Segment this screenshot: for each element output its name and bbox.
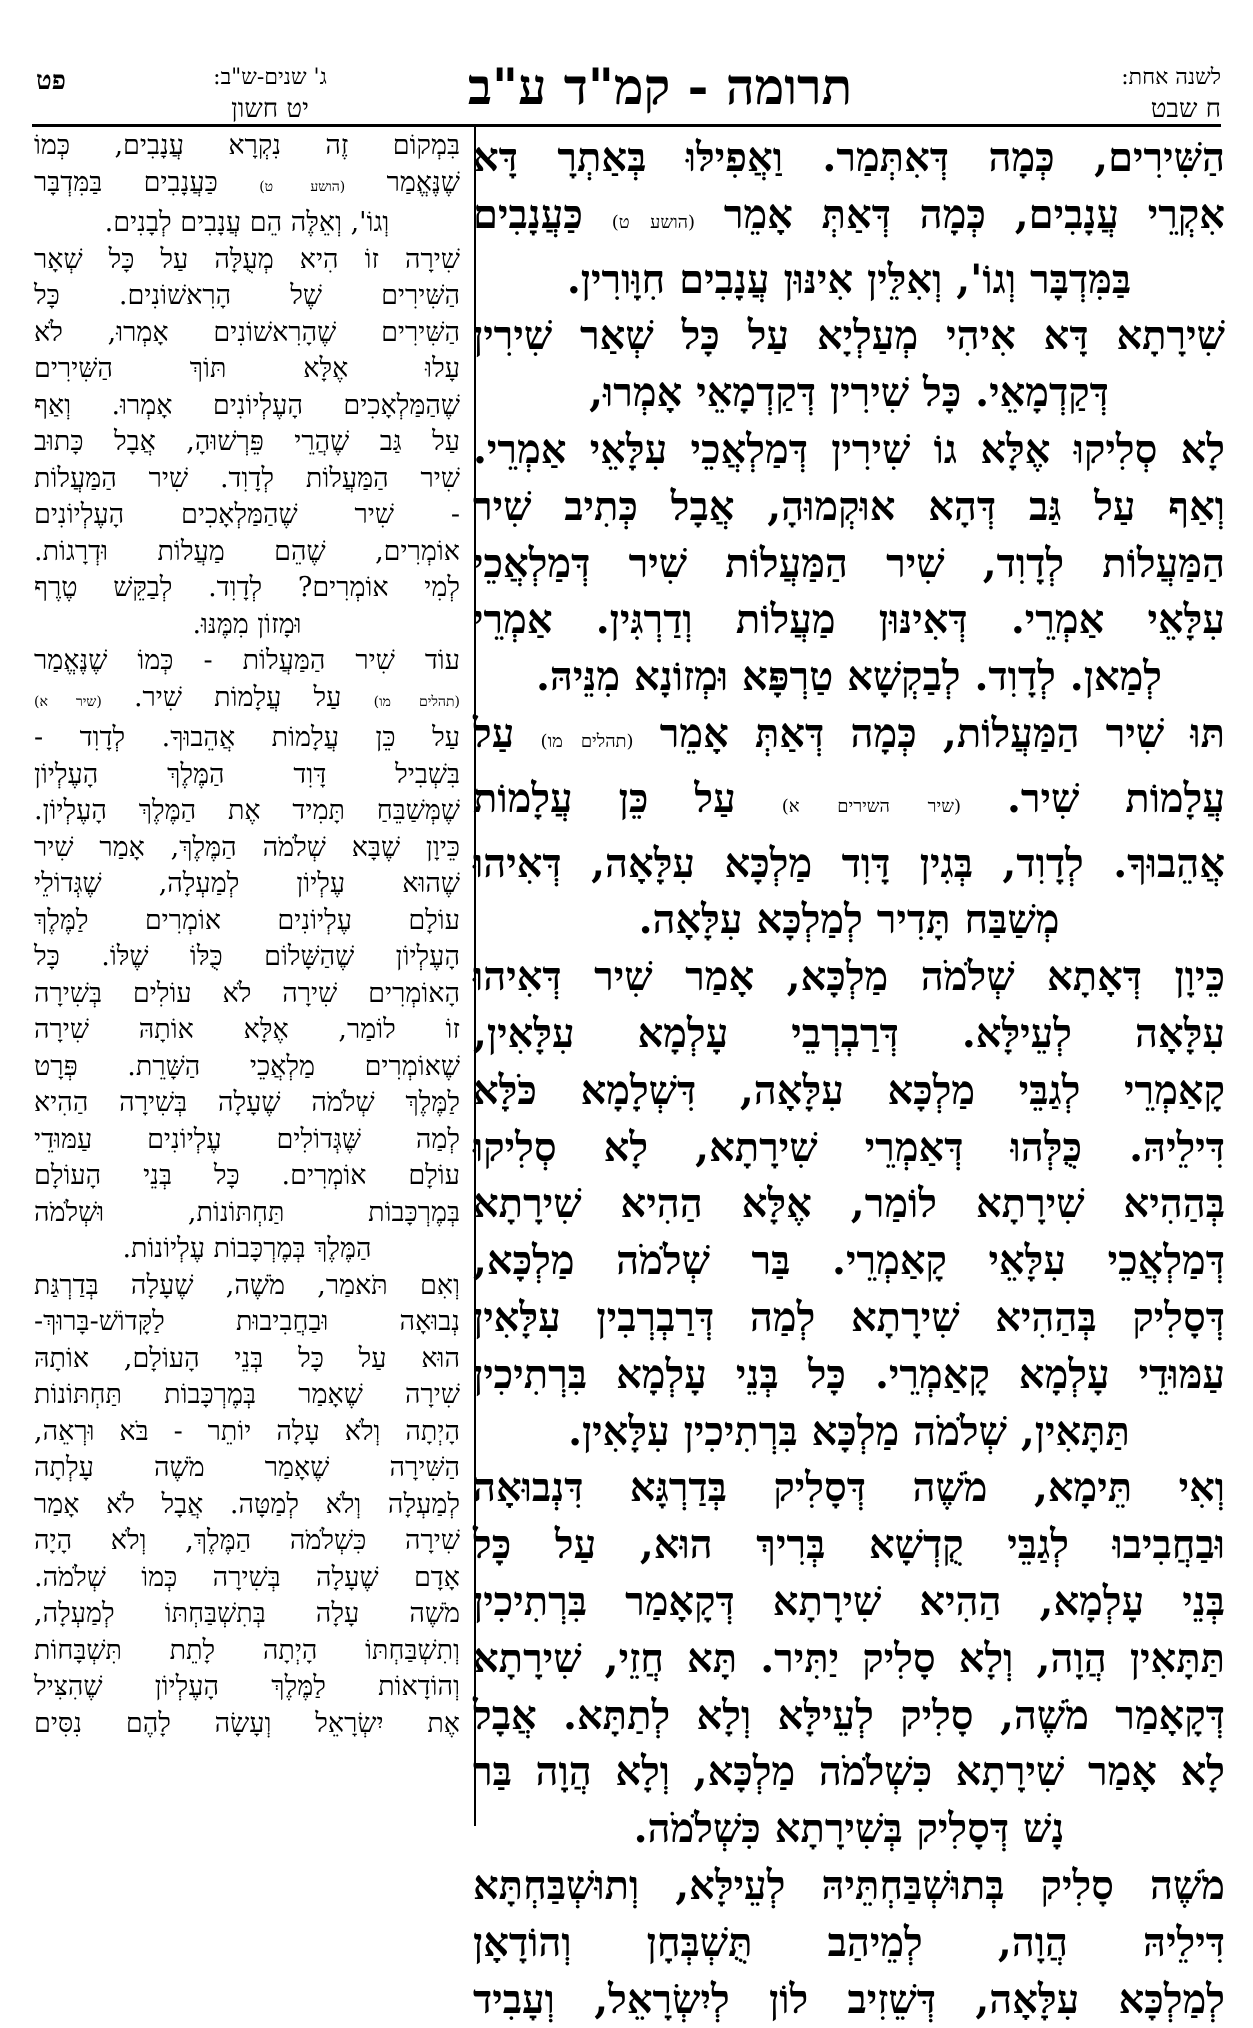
side-line: עוֹד שִׁיר הַמַּעֲלוֹת - כְּמוֹ שֶׁנֶּאֱמַר [34,643,460,680]
side-line: עוֹלָם עֶלְיוֹנִים אוֹמְרִים לַמֶּלֶךְ [34,903,460,940]
side-line-text: שֶׁנֶּאֱמַר [387,167,460,198]
page-number: פט [36,66,136,96]
side-line: שֶׁהַמַּלְאָכִים הָעֶלְיוֹנִים אָמְרוּ. וְאַף [34,388,460,425]
header-right-label [1001,64,1221,126]
source-reference: (שיר א) [34,694,102,710]
main-line [473,365,1225,422]
side-line: שֶׁאוֹמְרִים מַלְאֲכֵי הַשָּׁרֵת. פְּרָט [34,1049,460,1086]
main-line: מֹשֶׁה סָלִיק בְּתוּשְׁבַּחְתֵּיהּ לְעֵילָּא, וְתוּשְׁבַּחְתָּא [473,1858,1225,1915]
side-line: הַמֶּלֶךְ בְּמֶרְכָּבוֹת עֶלְיוֹנוֹת. [34,1231,460,1268]
main-line-text: עַל כֵּן עֲלָמוֹת [473,775,736,822]
source-reference: (תהלים מו) [541,731,634,752]
main-line: עִלָּאָה לְעֵילָּא. דְּרַבְרְבֵי עָלְמָא עִלָּאִין, [473,1006,1225,1063]
side-line: לְמַעְלָה וְלֹא לְמַטָּה. אֲבָל לֹא אָמַר [34,1487,460,1524]
source-reference: (תהלים מו) [374,694,460,710]
side-line: עוֹלָם אוֹמְרִים. כָּל בְּנֵי הָעוֹלָם [34,1158,460,1195]
main-line: וְאַף עַל גַּב דְּהָא אוּקְמוּהָ, אֲבָל כְּתִיב שִׁיר [473,479,1225,536]
main-line: עַמּוּדֵי עָלְמָא קָאַמְרֵי. כָּל בְּנֵי עָלְמָא בִּרְתִיכִין [473,1347,1225,1404]
side-line-text: עַל עֲלָמוֹת שִׁיר. [134,682,342,713]
main-line-text: עַל [473,710,514,757]
main-line-text: נָשׁ דְּסָלִיק בְּשִׁירָתָא כִּשְׁלֹמֹה. [473,1801,1225,1858]
side-line: שִׁירָה שֶׁאָמַר בְּמֶרְכָּבוֹת תַּחְתּוֹנוֹת [34,1377,460,1414]
source-reference: (שיר השירים א) [782,796,961,817]
main-line [473,706,1225,771]
main-line: לָא אָמַר שִׁירָתָא כִּשְׁלֹמֹה מַלְכָּא, וְלָא הֲוָה בַּר [473,1744,1225,1801]
main-line: כֵּיוָן דְּאָתָא שְׁלֹמֹה מַלְכָּא, אָמַר שִׁיר דְּאִיהוּ [473,949,1225,1006]
side-line: אָדָם שֶׁעָלָה בְּשִׁירָה כְּמוֹ שְׁלֹמֹה. [34,1560,460,1597]
side-line: לְמַה שֶּׁגְּדוֹלִים עֶלְיוֹנִים עַמּוּדֵי [34,1122,460,1159]
main-line: דְּקָאָמַר מֹשֶׁה, סָלִיק לְעֵילָּא וְלָא לְתַתָּא. אֲבָל [473,1688,1225,1745]
main-line: הַמַּעֲלוֹת לְדָוִד, שִׁיר הַמַּעֲלוֹת שִׁיר דְּמַלְאֲכֵי [473,536,1225,593]
main-line [473,771,1225,836]
main-line: דִּילֵיהּ הֲוָה, לְמֵיהַב תֻּשְׁבְּחָן וְהוֹדָאָן [473,1915,1225,1972]
main-line: הַשִּׁירִים, כְּמָה דְּאִתְּמַר. וַאֲפִילּוּ בְּאַתְרָ דָּא [473,130,1225,187]
main-line: שִׁירָתָא דָּא אִיהִי מְעַלְיָא עַל כָּל שְׁאַר שִׁירִין [473,308,1225,365]
side-line: וְאִם תֹּאמַר, מֹשֶׁה, שֶׁעָלָה בְּדַרְגַּת [34,1268,460,1305]
side-line-text: כַּעֲנָבִים בַּמִּדְבָּר [34,167,218,198]
side-line: נְבוּאָה וּבַחֲבִיבוּת לַקָּדוֹשׁ-בָּרוּךְ- [34,1304,460,1341]
side-line: הַשִּׁירָה שֶׁאָמַר מֹשֶׁה עָלְתָה [34,1450,460,1487]
main-line-text: תַּתָּאִין, שְׁלֹמֹה מַלְכָּא בִּרְתִיכִין עִלָּאִין. [473,1404,1225,1461]
side-line: אֶת יִשְׂרָאֵל וְעָשָׂה לָהֶם נִסִּים [34,1706,460,1743]
main-text-column [473,130,1225,2028]
main-line [473,187,1225,252]
side-line [34,680,460,721]
side-line [34,165,460,206]
header-right-top: לשנה אחת: [1001,64,1221,92]
side-line: אוֹמְרִים, שֶׁהֵם מַעֲלוֹת וּדְרָגוֹת. [34,534,460,571]
main-line: אֲהֵבוּךָ. לְדָוִד, בְּגִין דָּוִד מַלְכָּא עִלָּאָה, דְּאִיהוּ [473,836,1225,893]
side-line: זוֹ לוֹמַר, אֶלָּא אוֹתָהּ שִׁירָה [34,1012,460,1049]
main-line-text: בַּמִּדְבָּר וְגוֹ', וְאִלֵּין אִינּוּן עֲנָבִים חִוָּורִין. [473,252,1225,309]
main-line: דְּמַלְאֲכֵי עִלָּאֵי קָאַמְרֵי. בַּר שְׁלֹמֹה מַלְכָּא, [473,1233,1225,1290]
side-line: לְמִי אוֹמְרִים? לְדָוִד. לְבַקֵּשׁ טֶרֶף [34,570,460,607]
side-line: וְהוֹדָאוֹת לַמֶּלֶךְ הָעֶלְיוֹן שֶׁהִצִּיל [34,1669,460,1706]
side-line: עַל גַּב שֶׁהֲרֵי פֵּרְשׁוּהָ, אֲבָל כָּתוּב [34,424,460,461]
main-line: עִלָּאֵי אַמְרֵי. דְּאִינּוּן מַעֲלוֹת וְדַרְגִּין. אַמְרֵי [473,592,1225,649]
main-line: קָאַמְרֵי לְגַבֵּי מַלְכָּא עִלָּאָה, דִּשְׁלָמָא כֹּלָּא [473,1063,1225,1120]
main-line-text: דְּקַדְמָאֵי. כָּל שִׁירִין דְּקַדְמָאֵי אָמְרוּ, [473,365,1225,422]
side-line: בִּמְקוֹם זֶה נִקְרָא עֲנָבִים, כְּמוֹ [34,128,460,165]
side-line: עָלוּ אֶלָּא תּוֹךְ הַשִּׁירִים [34,351,460,388]
main-line-text: לְמַאן. לְדָוִד. לְבַקְשָׁא טַרְפָּא וּמְזוֹנָא מִנֵּיהּ. [473,649,1225,706]
main-line-text: מְשַׁבַּח תָּדִיר לְמַלְכָּא עִלָּאָה. [473,892,1225,949]
main-line: וְאִי תֵּימָא, מֹשֶׁה דְּסָלִיק בְּדַרְגָּא דִּנְבוּאָה [473,1460,1225,1517]
side-line: שִׁירָה זוֹ הִיא מְעֻלָּה עַל כָּל שְׁאָר [34,242,460,279]
source-reference: (הושע ט) [612,212,695,233]
main-line [473,1801,1225,1858]
main-line: בְּהַהִיא שִׁירָתָא לוֹמַר, אֶלָּא הַהִיא שִׁירָתָא [473,1176,1225,1233]
main-line-text: אִקְרֵי עֲנָבִים, כְּמָה דְּאַתְּ אָמֵר [724,191,1225,238]
main-line [473,649,1225,706]
side-line: בִּשְׁבִיל דָּוִד הַמֶּלֶךְ הָעֶלְיוֹן [34,757,460,794]
side-line: לַמֶּלֶךְ שְׁלֹמֹה שֶׁעָלָה בְּשִׁירָה הַהִיא [34,1085,460,1122]
main-line: דְּסָלִיק בְּהַהִיא שִׁירָתָא לְמַה דְּרַבְרְבִין עִלָּאִין [473,1290,1225,1347]
header-left-label [150,64,390,126]
side-line: וְתִשְׁבַּחְתּוֹ הָיְתָה לָתֵת תִּשְׁבָּחוֹת [34,1633,460,1670]
side-line: הַשִּׁירִים שֶׁל הָרִאשׁוֹנִים. כָּל [34,278,460,315]
main-line [473,252,1225,309]
main-line-text: תּוּ שִׁיר הַמַּעֲלוֹת, כְּמָה דְּאַתְּ אָמֵר [660,710,1225,757]
main-line: לְמַלְכָּא עִלָּאָה, דְּשֵׁזִיב לוֹן לְיִשְׂרָאֵל, וְעָבִיד [473,1972,1225,2028]
side-line: הָיְתָה וְלֹא עָלָה יוֹתֵר - בֹּא וּרְאֵה, [34,1414,460,1451]
side-line: כֵּיוָן שֶׁבָּא שְׁלֹמֹה הַמֶּלֶךְ, אָמַר שִׁיר [34,830,460,867]
main-line: תַּתָּאִין הֲוָה, וְלָא סָלִיק יַתִּיר. תָּא חֲזֵי, שִׁירָתָא [473,1631,1225,1688]
header-left-bottom: יט חשון [150,92,390,126]
side-line: הָאוֹמְרִים שִׁירָה לֹא עוֹלִים בְּשִׁירָה [34,976,460,1013]
side-line: הַשִּׁירִים שֶׁהָרִאשׁוֹנִים אָמְרוּ, לֹא [34,315,460,352]
side-line: שֶׁמְּשַׁבֵּחַ תָּמִיד אֶת הַמֶּלֶךְ הָעֶלְיוֹן. [34,793,460,830]
side-line: שִׁירָה כִּשְׁלֹמֹה הַמֶּלֶךְ, וְלֹא הָיָה [34,1523,460,1560]
page-title: תרומה - קמ"ד ע"ב [380,56,940,118]
side-line: הָעֶלְיוֹן שֶׁהַשָּׁלוֹם כֻּלּוֹ שֶׁלּוֹ. כָּל [34,939,460,976]
side-line: - שִׁיר שֶׁהַמַּלְאָכִים הָעֶלְיוֹנִים [34,497,460,534]
main-line: בְּנֵי עָלְמָא, הַהִיא שִׁירָתָא דְּקָאָמַר בִּרְתִיכִין [473,1574,1225,1631]
main-line: וּבַחֲבִיבוּ לְגַבֵּי קֻדְשָׁא בְּרִיךְ הוּא, עַל כָּל [473,1517,1225,1574]
side-line: וְגוֹ', וְאֵלֶּה הֵם עֲנָבִים לְבָנִים. [34,205,460,242]
side-line: וּמָזוֹן מִמֶּנּוּ. [34,607,460,644]
side-line: בְּמֶרְכָּבוֹת תַּחְתּוֹנוֹת, וּשְׁלֹמֹה [34,1195,460,1232]
header-right-bottom: ח שבט [1001,92,1221,126]
main-line-text: כַּעֲנָבִים [473,191,583,238]
header-left-top: ג' שנים-ש"ב: [150,64,390,92]
translation-column [34,128,460,1742]
main-line: לָא סְלִיקוּ אֶלָּא גוֹ שִׁירִין דְּמַלְאֲכֵי עִלָּאֵי אַמְרֵי. [473,422,1225,479]
main-line: דִּילֵיהּ. כֻּלְּהוּ דְּאַמְרֵי שִׁירָתָא, לָא סְלִיקוּ [473,1120,1225,1177]
header-rule [32,124,1221,127]
main-line [473,892,1225,949]
main-line [473,1404,1225,1461]
side-line: מֹשֶׁה עָלָה בְּתִשְׁבַּחְתּוֹ לְמַעְלָה, [34,1596,460,1633]
side-line: שִׁיר הַמַּעֲלוֹת לְדָוִד. שִׁיר הַמַּעֲלוֹת [34,461,460,498]
side-line: עַל כֵּן עֲלָמוֹת אֲהֵבוּךָ. לְדָוִד - [34,720,460,757]
source-reference: (הושע ט) [259,179,345,195]
main-line-text: עֲלָמוֹת שִׁיר. [1007,775,1225,822]
side-line: שֶׁהוּא עֶלְיוֹן לְמַעְלָה, שֶׁגְּדוֹלֵי [34,866,460,903]
side-line: הוּא עַל כָּל בְּנֵי הָעוֹלָם, אוֹתָהּ [34,1341,460,1378]
